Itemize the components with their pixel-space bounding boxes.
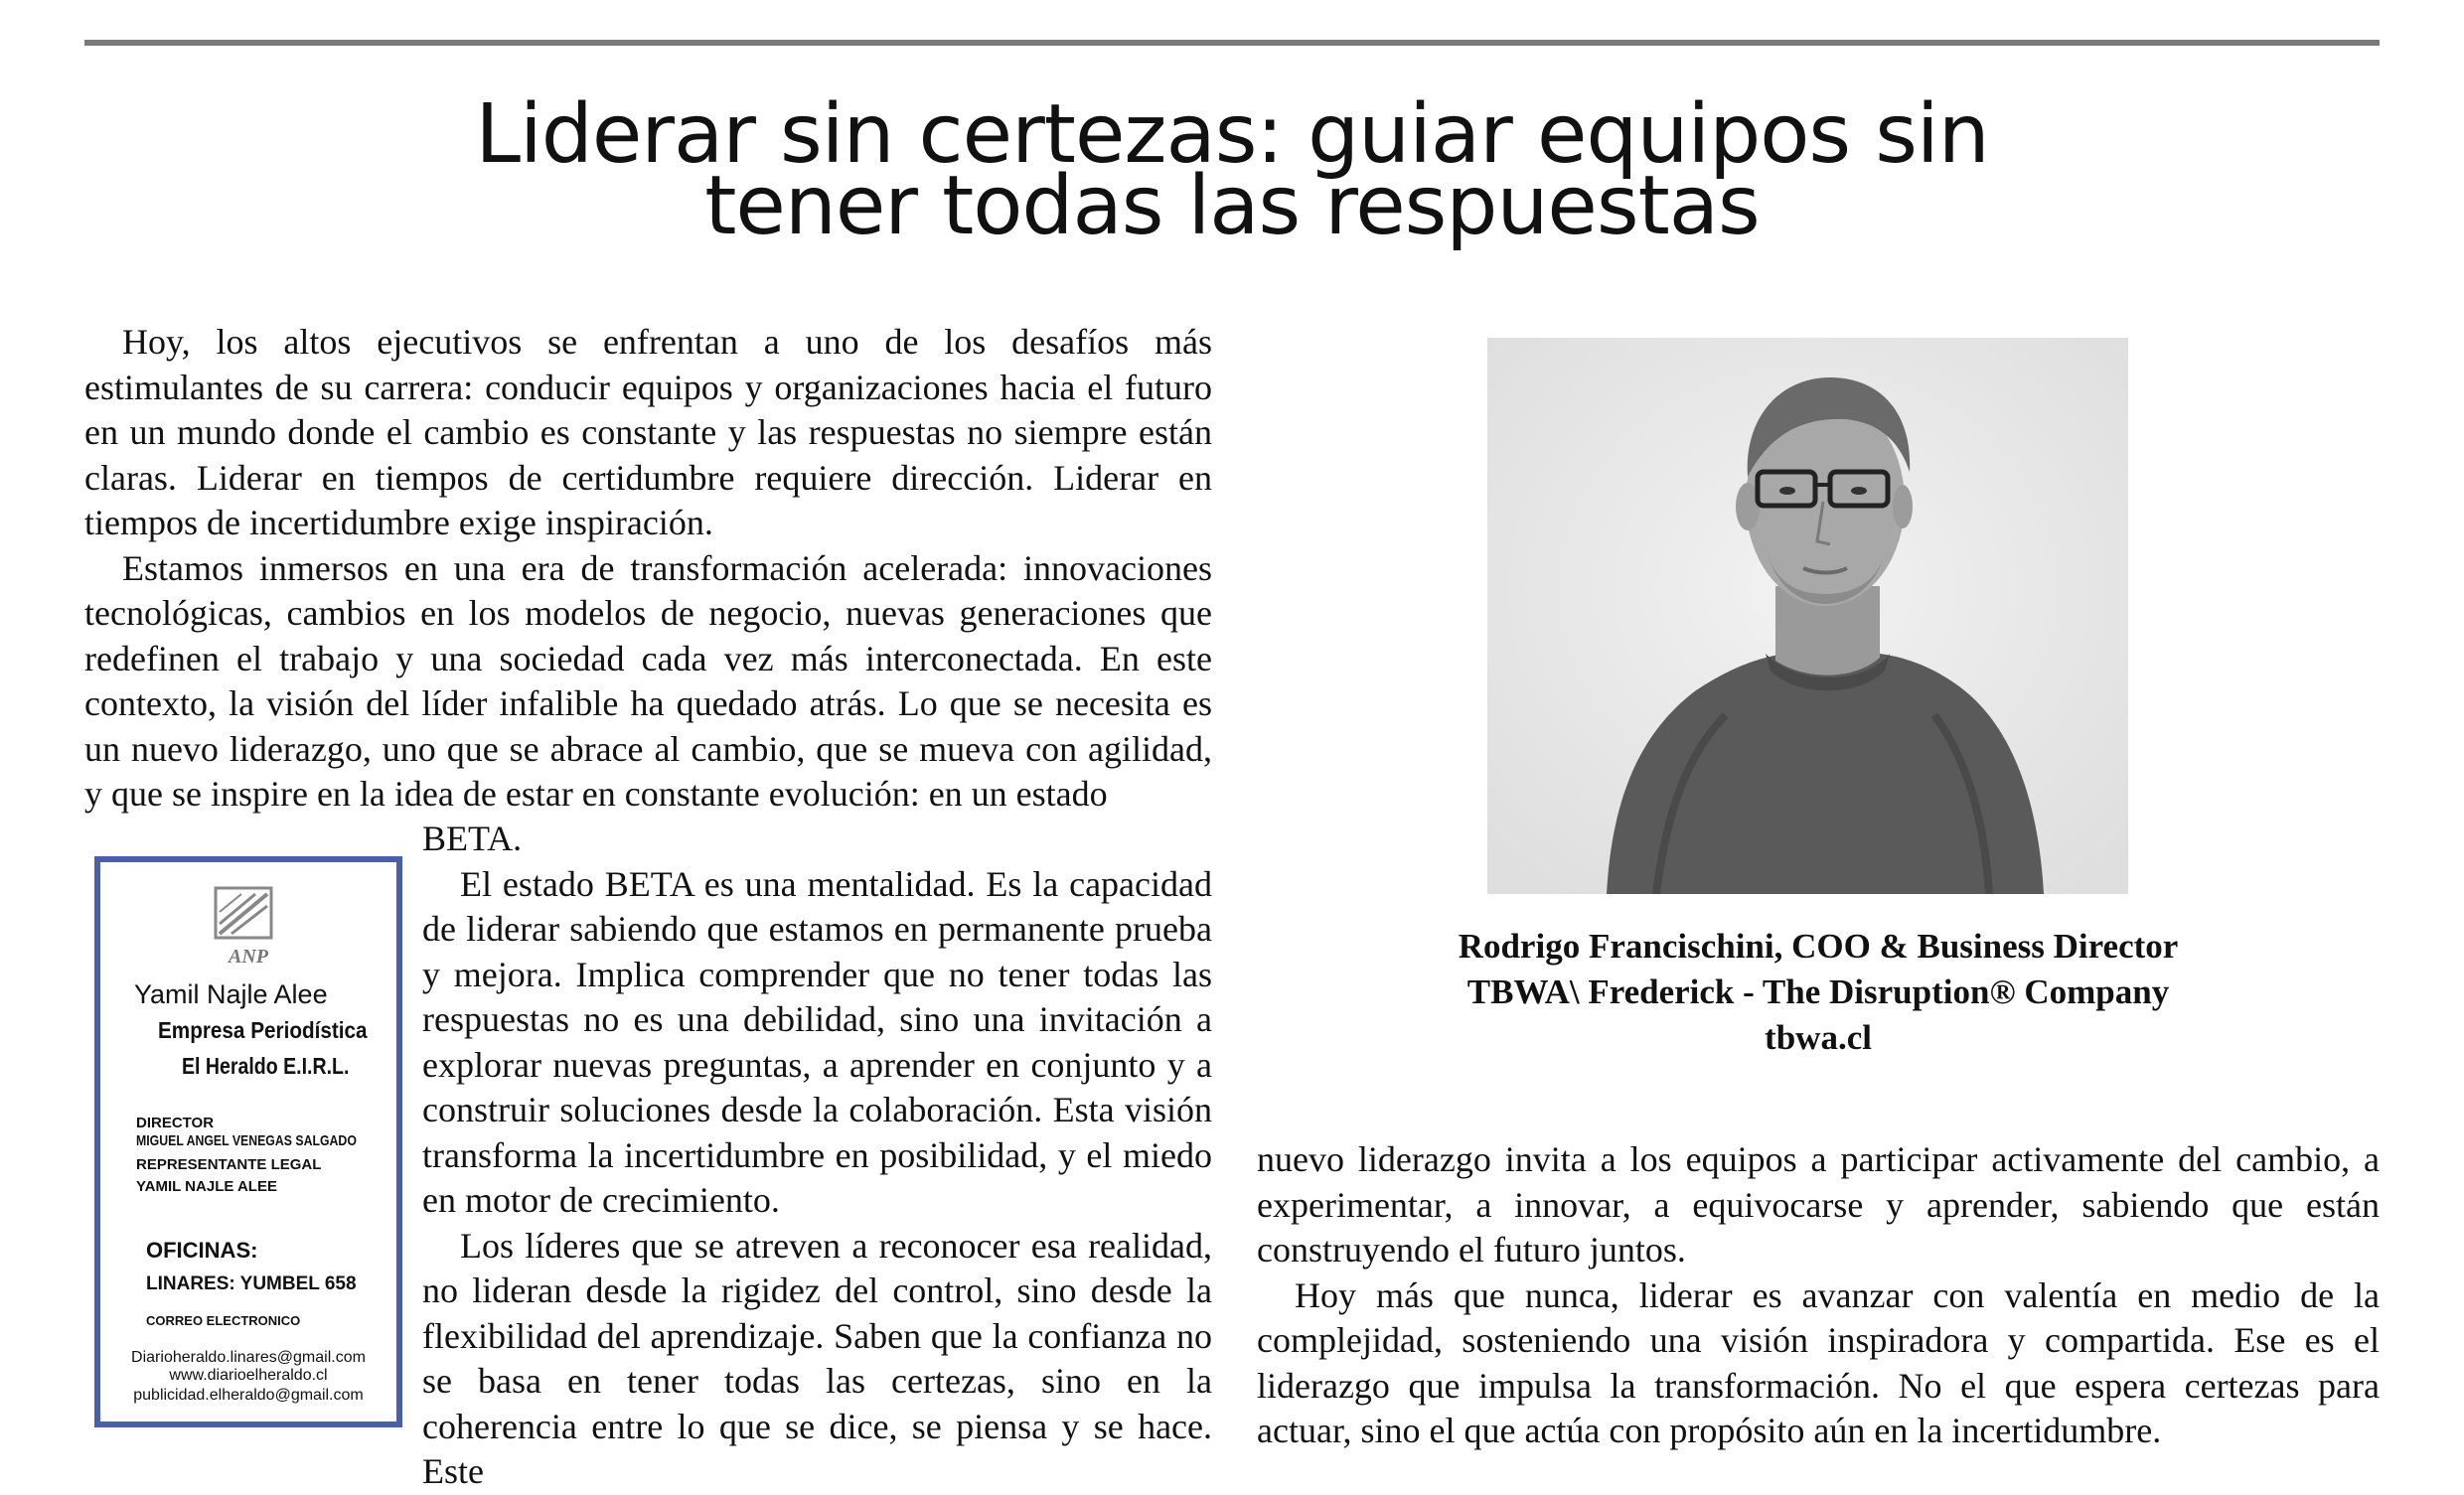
masthead-box bbox=[94, 856, 402, 1427]
article-column-right bbox=[1257, 1137, 2380, 1454]
caption-line-2: TBWA\ Frederick - The Disruption® Company bbox=[1466, 972, 2170, 1011]
masthead-name: Yamil Najle Alee bbox=[134, 979, 328, 1009]
author-photo bbox=[1487, 338, 2128, 894]
article-paragraph-3: El estado BETA es una mentalidad. Es la capacidad de liderar sabiendo que estamos en permanente prueba y mejora. Implica comprender que no tener todas las respuestas no es una debilidad, sino una invitación a explorar nuevas preguntas, a aprender en conjunto y a construir soluciones desde la colaboración. Esta visión transforma la incertidumbre en posibilidad, y el miedo en motor de crecimiento. bbox=[422, 863, 1212, 1220]
article-column-left-top bbox=[84, 320, 1212, 818]
masthead-website: www.diarioelheraldo.cl bbox=[169, 1367, 328, 1384]
masthead-director-name: MIGUEL ANGEL VENEGAS SALGADO bbox=[136, 1132, 357, 1149]
masthead-email-2: publicidad.elheraldo@gmail.com bbox=[133, 1387, 364, 1404]
top-rule bbox=[84, 40, 2380, 46]
masthead-rep-label: REPRESENTANTE LEGAL bbox=[136, 1156, 322, 1173]
masthead-offices-address: LINARES: YUMBEL 658 bbox=[146, 1273, 357, 1294]
photo-caption bbox=[1257, 924, 2380, 1061]
article-paragraph-4: Los líderes que se atreven a reconocer esa realidad, no lideran desde la rigidez del control, sino desde la flexibilidad del aprendizaje. Saben que la confianza no se basa en tener todas las certezas, sino en la coherencia entre lo que se dice, se piensa y se hace. Este bbox=[422, 1225, 1212, 1491]
masthead-company-2: El Heraldo E.I.R.L. bbox=[182, 1053, 350, 1079]
masthead-director-label: DIRECTOR bbox=[136, 1115, 215, 1131]
masthead-rep-name: YAMIL NAJLE ALEE bbox=[136, 1178, 277, 1195]
article-paragraph-5: Hoy más que nunca, liderar es avanzar con valentía en medio de la complejidad, sosteniendo una visión inspiradora y compartida. Ese es el liderazgo que impulsa la transformación. No el que espera certezas para actuar, sino el que actúa con propósito aún en la incertidumbre. bbox=[1257, 1274, 2380, 1450]
article-paragraph-1: Hoy, los altos ejecutivos se enfrentan a uno de los desafíos más estimulantes de su carrera: conducir equipos y organizaciones hacia el futuro en un mundo donde el cambio es constante y las respuestas no siempre están claras. Liderar en tiempos de certidumbre requiere dirección. Liderar en tiempos de incertidumbre exige inspiración. bbox=[84, 322, 1212, 542]
headline-line-2: tener todas las respuestas bbox=[704, 159, 1760, 253]
headline-line-1: Liderar sin certezas: guiar equipos sin bbox=[475, 87, 1989, 182]
masthead-email-1: Diarioheraldo.linares@gmail.com bbox=[131, 1349, 366, 1366]
headline bbox=[199, 87, 2265, 253]
author-portrait-icon bbox=[1487, 338, 2128, 894]
masthead-company-1: Empresa Periodística bbox=[158, 1017, 368, 1043]
article-paragraph-4-cont: nuevo liderazgo invita a los equipos a participar activamente del cambio, a experimentar, a innovar, a equivocarse y aprender, sabiendo que están construyendo el futuro juntos. bbox=[1257, 1139, 2380, 1270]
masthead-offices-label: OFICINAS: bbox=[146, 1238, 258, 1263]
masthead-email-label: CORREO ELECTRONICO bbox=[146, 1313, 301, 1328]
caption-line-1: Rodrigo Francischini, COO & Business Director bbox=[1458, 927, 2179, 966]
caption-line-3: tbwa.cl bbox=[1765, 1018, 1872, 1057]
anp-logo-text: ANP bbox=[229, 946, 268, 968]
article-paragraph-2-end: BETA. bbox=[422, 819, 523, 858]
article-column-left-narrow bbox=[422, 817, 1212, 1495]
article-paragraph-2: Estamos inmersos en una era de transformación acelerada: innovaciones tecnológicas, cambios en los modelos de negocio, nuevas generaciones que redefinen el trabajo y una sociedad cada vez más interconectada. En este contexto, la visión del líder infalible ha quedado atrás. Lo que se necesita es un nuevo liderazgo, uno que se abrace al cambio, que se mueva con agilidad, y que se inspire en la idea de estar en constante evolución: en un estado bbox=[84, 547, 1212, 814]
